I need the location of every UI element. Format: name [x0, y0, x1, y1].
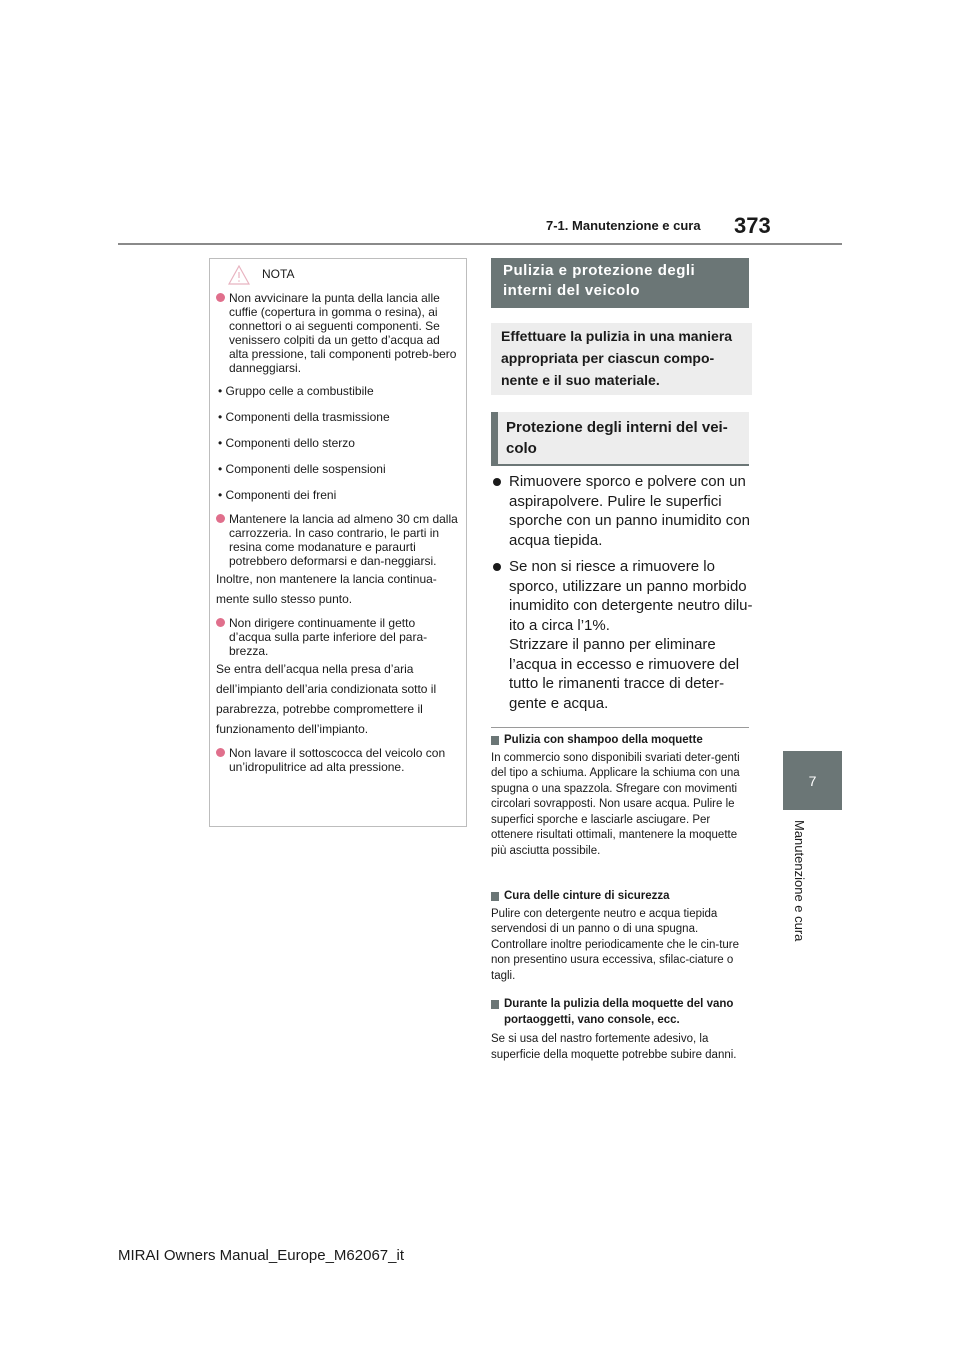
- note-subitem: • Componenti delle sospensioni: [218, 462, 386, 476]
- note-text: Non lavare il sottoscocca del veicolo con un’idropulitrice ad alta pressione.: [229, 746, 446, 774]
- note-header: [210, 259, 466, 285]
- subsection-body: Se si usa del nastro fortemente adesivo, la superficie della moquette potrebbe subire danni.: [491, 1033, 737, 1061]
- footer-text: MIRAI Owners Manual_Europe_M62067_it: [118, 1247, 404, 1264]
- warning-triangle-icon: [228, 265, 250, 285]
- subsection-title: Durante la pulizia della moquette del vano portaoggetti, vano console, ecc.: [491, 997, 753, 1028]
- note-text: dell’impianto dell’aria condizionata sotto il: [216, 682, 437, 696]
- note-bullet: [216, 616, 460, 658]
- bullet-dot-icon: [216, 514, 225, 523]
- chapter-number: 7: [808, 772, 817, 789]
- subsection-body: In commercio sono disponibili svariati deter-genti del tipo a schiuma. Applicare la schiuma con una spugna o una spazzola. Sfregare con movimenti circolari sovrapposti. Non usare acqua. Pulire le superfici sporche e lasciarle asciugare. Per ottenere risultati ottimali, mantenere la moquette più asciutta possibile.: [491, 751, 740, 857]
- section-title: 7-1. Manutenzione e cura: [546, 218, 701, 233]
- subsection-title: Pulizia con shampoo della moquette: [491, 733, 753, 749]
- subsection-seatbelts: [491, 889, 753, 984]
- list-item-text: Rimuovere sporco e polvere con un aspirapolvere. Pulire le superfici sporche con un panno inumidito con acqua tiepida.: [509, 473, 750, 549]
- header-rule: [118, 243, 842, 245]
- bullet-dot-icon: [216, 748, 225, 757]
- intro-box: Effettuare la pulizia in una maniera appropriata per ciascun compo-nente e il suo materiale.: [491, 323, 752, 395]
- list-item-text: Se non si riesce a rimuovere lo sporco, utilizzare un panno morbido inumidito con detergente neutro dilu-ito a circa l’1%.: [509, 558, 753, 634]
- page-number: 373: [734, 213, 771, 238]
- instruction-list: [491, 472, 753, 720]
- section-heading: Pulizia e protezione degli interni del veicolo: [491, 258, 749, 308]
- note-text: Non dirigere continuamente il getto d’acqua sulla parte inferiore del para-brezza.: [229, 616, 428, 658]
- note-text: funzionamento dell’impianto.: [216, 722, 369, 736]
- note-text: parabrezza, potrebbe compromettere il: [216, 702, 423, 716]
- list-item: [491, 472, 753, 550]
- note-subitem: • Componenti dei freni: [218, 488, 337, 502]
- list-item: [491, 557, 753, 713]
- note-text: mente sullo stesso punto.: [216, 592, 353, 606]
- note-text: Mantenere la lancia ad almeno 30 cm dalla carrozzeria. In caso contrario, le parti in resina come modanature e paraurti potrebbero deformarsi e dan-neggiarsi.: [229, 512, 458, 568]
- subsection-body: Pulire con detergente neutro e acqua tiepida servendosi di un panno o di una spugna. Controllare inoltre periodicamente che le cin-ture non presentino usura eccessiva, sfilac-ciature o tagli.: [491, 907, 740, 982]
- bullet-dot-icon: [216, 618, 225, 627]
- note-subitem: • Componenti della trasmissione: [218, 410, 390, 424]
- divider: [491, 727, 749, 728]
- note-text: Non avvicinare la punta della lancia alle cuffie (copertura in gomma o resina), ai connettori o ai seguenti componenti. Se venissero colpiti da un getto d’acqua ad alta pressione, tali componenti potreb-bero danneggiarsi.: [229, 291, 457, 375]
- note-bullet: [216, 746, 460, 774]
- list-item-text: Strizzare il panno per eliminare l’acqua in eccesso e rimuovere del tutto le rimanenti tracce di deter-gente e acqua.: [509, 636, 740, 712]
- bullet-dot-icon: [216, 293, 225, 302]
- chapter-label: Manutenzione e cura: [792, 820, 807, 942]
- square-bullet-icon: [491, 1000, 499, 1009]
- subsection-storage: [491, 997, 753, 1063]
- note-subitem: • Componenti dello sterzo: [218, 436, 355, 450]
- note-text: Inoltre, non mantenere la lancia continua-: [216, 572, 437, 586]
- note-text: Se entra dell’acqua nella presa d’aria: [216, 662, 414, 676]
- subsection-moquette: [491, 733, 753, 859]
- subsection-title: Cura delle cinture di sicurezza: [491, 889, 753, 905]
- chapter-tab[interactable]: [783, 751, 842, 810]
- note-bullet: [216, 291, 460, 375]
- note-box: [209, 258, 467, 827]
- bullet-dot-icon: [493, 478, 501, 486]
- note-bullet: [216, 512, 460, 568]
- note-subitem: • Gruppo celle a combustibile: [218, 384, 374, 398]
- subsection-heading: Protezione degli interni del vei-colo: [491, 412, 749, 466]
- square-bullet-icon: [491, 892, 499, 901]
- note-body: [216, 291, 460, 783]
- note-title: NOTA: [262, 267, 295, 281]
- square-bullet-icon: [491, 736, 499, 745]
- bullet-dot-icon: [493, 563, 501, 571]
